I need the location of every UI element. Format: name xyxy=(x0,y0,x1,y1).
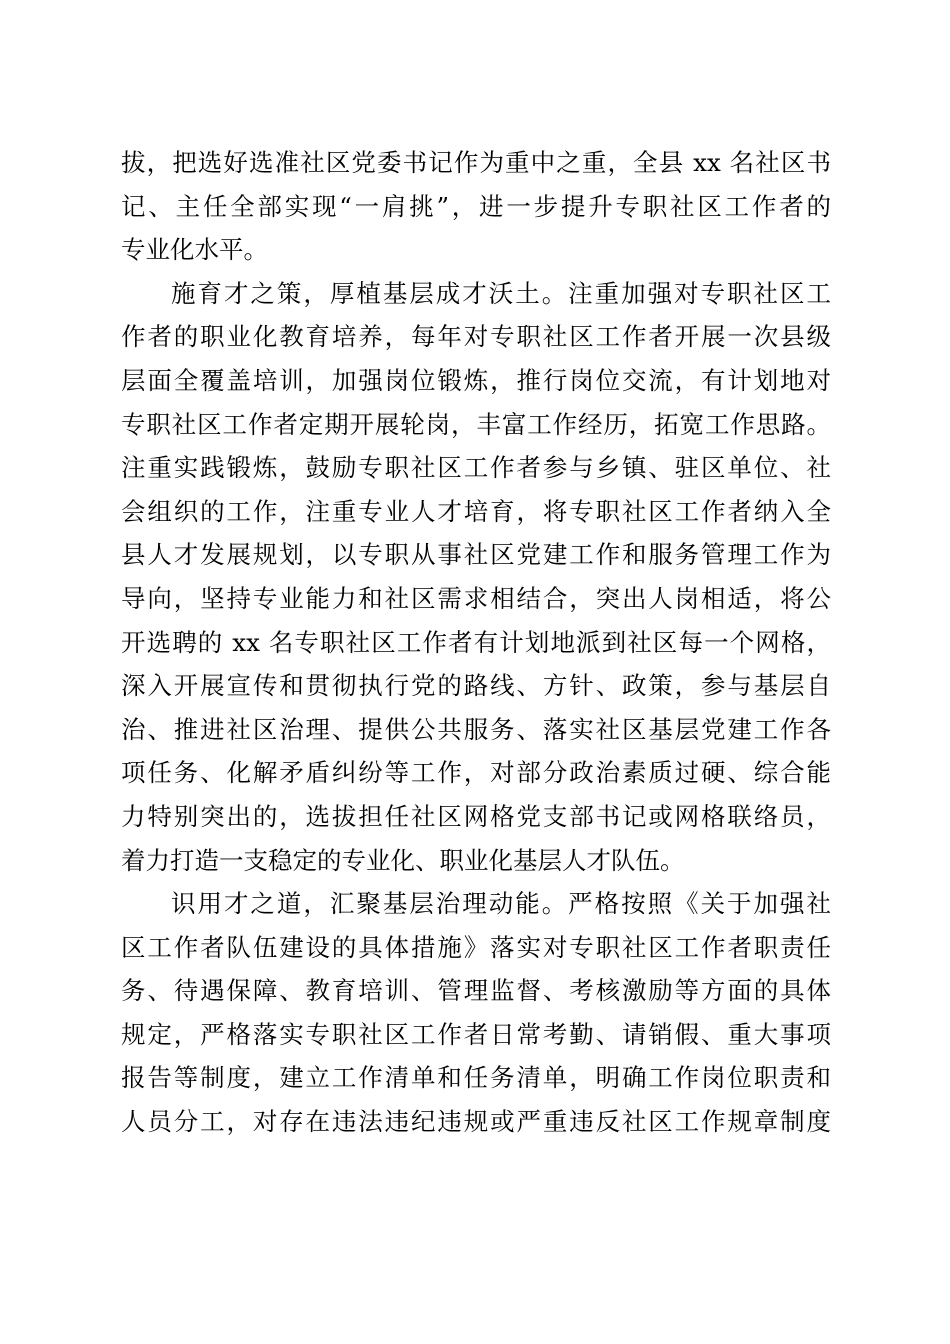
text-line: 识用才之道，汇聚基层治理动能。严格按照《关于加强社 xyxy=(171,889,831,919)
text-line: 注重实践锻炼，鼓励专职社区工作者参与乡镇、驻区单位、社 xyxy=(121,453,831,483)
text-line: 人员分工，对存在违法违纪违规或严重违反社区工作规章制度 xyxy=(121,1107,831,1137)
text-line: 着力打造一支稳定的专业化、职业化基层人才队伍。 xyxy=(121,845,685,875)
text-line: 项任务、化解矛盾纠纷等工作，对部分政治素质过硬、综合能 xyxy=(121,758,831,788)
text-line: 层面全覆盖培训，加强岗位锻炼，推行岗位交流，有计划地对 xyxy=(121,365,831,395)
text-line: 力特别突出的，选拔担任社区网格党支部书记或网格联络员， xyxy=(121,801,831,831)
text-line: 记、主任全部实现“一肩挑”，进一步提升专职社区工作者的 xyxy=(121,191,831,221)
text-line: 施育才之策，厚植基层成才沃土。注重加强对专职社区工 xyxy=(171,278,831,308)
text-line: 深入开展宣传和贯彻执行党的路线、方针、政策，参与基层自 xyxy=(121,671,831,701)
text-line: 专业化水平。 xyxy=(121,235,268,265)
body-text xyxy=(121,141,831,1144)
text-line: 拔，把选好选准社区党委书记作为重中之重，全县 xx 名社区书 xyxy=(121,148,831,177)
text-line: 作者的职业化教育培养，每年对专职社区工作者开展一次县级 xyxy=(121,322,831,352)
paragraph-2 xyxy=(121,272,831,882)
text-line: 报告等制度，建立工作清单和任务清单，明确工作岗位职责和 xyxy=(121,1063,831,1093)
text-line: 务、待遇保障、教育培训、管理监督、考核激励等方面的具体 xyxy=(121,976,831,1006)
text-line: 会组织的工作，注重专业人才培育，将专职社区工作者纳入全 xyxy=(121,496,831,526)
text-line: 治、推进社区治理、提供公共服务、落实社区基层党建工作各 xyxy=(121,714,831,744)
paragraph-3 xyxy=(121,882,831,1144)
paragraph-1 xyxy=(121,141,831,272)
text-line: 专职社区工作者定期开展轮岗，丰富工作经历，拓宽工作思路。 xyxy=(121,409,831,439)
text-line: 区工作者队伍建设的具体措施》落实对专职社区工作者职责任 xyxy=(121,932,831,962)
text-line: 县人才发展规划，以专职从事社区党建工作和服务管理工作为 xyxy=(121,540,831,570)
text-line: 开选聘的 xx 名专职社区工作者有计划地派到社区每一个网格， xyxy=(121,627,831,657)
text-line: 规定，严格落实专职社区工作者日常考勤、请销假、重大事项 xyxy=(121,1019,831,1049)
text-line: 导向，坚持专业能力和社区需求相结合，突出人岗相适，将公 xyxy=(121,583,831,613)
